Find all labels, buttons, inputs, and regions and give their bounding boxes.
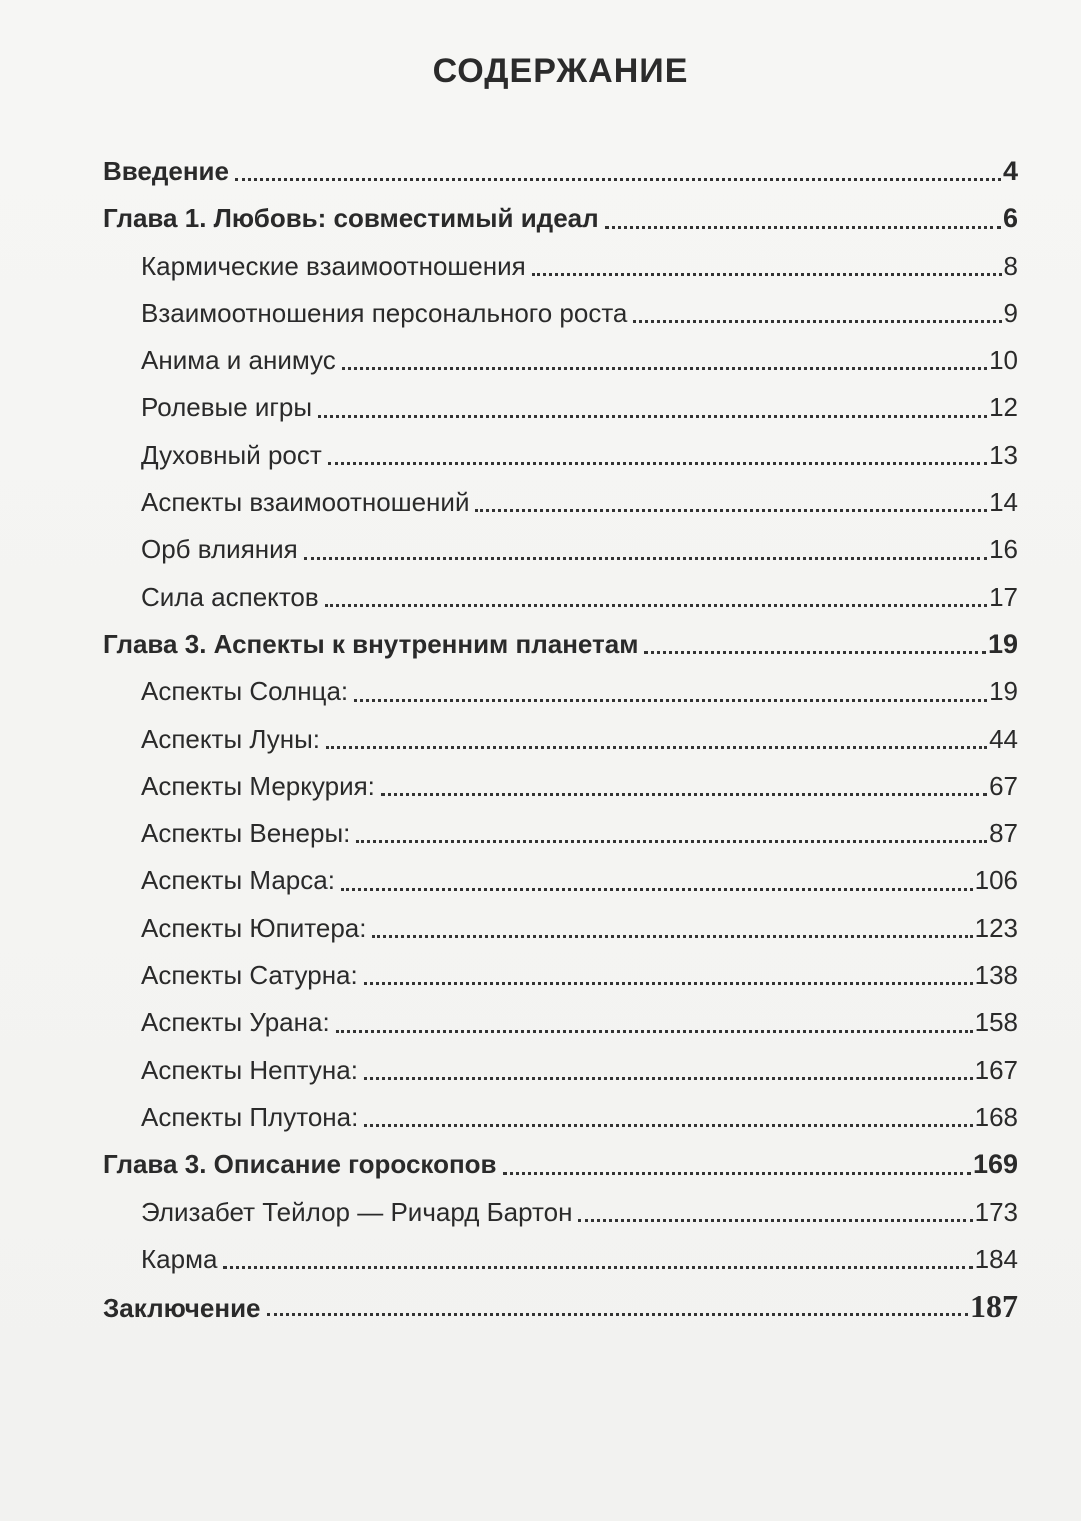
toc-page-number: 19 (989, 676, 1018, 707)
toc-section-entry (103, 763, 1018, 810)
toc-page-number: 187 (970, 1288, 1018, 1325)
toc-page-number: 9 (1003, 297, 1018, 328)
toc-entry-label: Элизабет Тейлор — Ричард Бартон (141, 1196, 573, 1227)
toc-section-entry (103, 952, 1018, 999)
toc-entry-label: Глава 3. Описание гороскопов (103, 1149, 497, 1180)
toc-section-entry (103, 243, 1018, 290)
toc-page-number: 13 (989, 439, 1018, 470)
toc-chapter-entry (103, 148, 1018, 195)
dot-leader (605, 226, 1001, 229)
toc-entry-label: Введение (103, 156, 229, 186)
toc-page-number: 44 (989, 723, 1018, 754)
dot-leader (578, 1219, 972, 1222)
dot-leader (532, 273, 1002, 276)
toc-chapter-entry (103, 1283, 1018, 1330)
toc-page-number: 8 (1003, 250, 1018, 281)
toc-entry-label: Аспекты Нептуна: (141, 1054, 358, 1085)
toc-section-entry (103, 716, 1018, 763)
dot-leader (475, 509, 987, 512)
toc-page-number: 10 (989, 345, 1018, 376)
toc-page-number: 184 (974, 1243, 1018, 1274)
dot-leader (633, 320, 1001, 323)
toc-entry-label: Взаимоотношения персонального роста (141, 297, 628, 328)
toc-chapter-entry (103, 621, 1018, 668)
toc-entry-label: Аспекты Урана: (141, 1007, 330, 1038)
dot-leader (235, 178, 1001, 181)
toc-entry-label: Аспекты взаимоотношений (141, 487, 470, 518)
toc-entry-label: Аспекты Солнца: (141, 676, 349, 707)
toc-entry-label: Аспекты Плутона: (141, 1101, 359, 1132)
dot-leader (372, 935, 972, 938)
toc-entry-label: Аспекты Луны: (141, 723, 320, 754)
dot-leader (336, 1030, 973, 1033)
toc-section-entry (103, 337, 1018, 384)
dot-leader (318, 415, 987, 418)
toc-entry-label: Глава 1. Любовь: совместимый идеал (103, 203, 599, 234)
toc-section-entry (103, 526, 1018, 573)
toc-section-entry (103, 1047, 1018, 1094)
toc-chapter-entry (103, 1141, 1018, 1188)
toc-section-entry (103, 1189, 1018, 1236)
toc-page-number: 167 (974, 1054, 1018, 1085)
toc-section-entry (103, 1236, 1018, 1283)
toc-page-number: 106 (974, 865, 1018, 896)
toc-page-number: 17 (989, 581, 1018, 612)
toc-page-number: 123 (974, 912, 1018, 943)
toc-page-number: 158 (974, 1007, 1018, 1038)
dot-leader (223, 1266, 972, 1269)
dot-leader (304, 557, 987, 560)
dot-leader (328, 462, 987, 465)
dot-leader (342, 367, 987, 370)
toc-page-number: 67 (989, 770, 1018, 801)
dot-leader (364, 1124, 972, 1127)
dot-leader (644, 651, 986, 654)
dot-leader (326, 746, 987, 749)
dot-leader (267, 1313, 968, 1316)
toc-entry-label: Аспекты Юпитера: (141, 912, 367, 943)
dot-leader (356, 840, 987, 843)
toc-entry-label: Аспекты Сатурна: (141, 960, 358, 991)
toc-section-entry (103, 1094, 1018, 1141)
toc-section-entry (103, 810, 1018, 857)
toc-entry-label: Аспекты Марса: (141, 865, 335, 896)
dot-leader (325, 604, 987, 607)
toc-page-number: 12 (989, 392, 1018, 423)
toc-page-number: 173 (974, 1196, 1018, 1227)
toc-entry-label: Ролевые игры (141, 392, 313, 423)
toc-page-number: 6 (1002, 203, 1018, 234)
toc-entry-label: Аспекты Венеры: (141, 818, 351, 849)
toc-section-entry (103, 290, 1018, 337)
dot-leader (364, 1077, 973, 1080)
toc-entry-label: Карма (141, 1243, 218, 1274)
toc-section-entry (103, 857, 1018, 904)
toc-entry-label: Глава 3. Аспекты к внутренним планетам (103, 628, 639, 659)
toc-page-number: 16 (989, 534, 1018, 565)
toc-page-number: 14 (989, 487, 1018, 518)
toc-page-number: 168 (974, 1101, 1018, 1132)
toc-entry-label: Орб влияния (141, 534, 298, 565)
toc-entry-label: Кармические взаимоотношения (141, 250, 526, 281)
toc-chapter-entry (103, 195, 1018, 242)
toc-entry-label: Анима и анимус (141, 345, 336, 376)
page-title: СОДЕРЖАНИЕ (432, 52, 689, 90)
toc-entry-label: Духовный рост (141, 439, 322, 470)
dot-leader (354, 699, 987, 702)
toc-section-entry (103, 905, 1018, 952)
toc-section-entry (103, 384, 1018, 431)
toc-section-entry (103, 432, 1018, 479)
toc-section-entry (103, 574, 1018, 621)
toc-page-number: 19 (987, 628, 1018, 659)
toc-section-entry (103, 668, 1018, 715)
dot-leader (364, 982, 973, 985)
toc-page-number: 87 (989, 818, 1018, 849)
table-of-contents (103, 148, 1018, 1330)
dot-leader (341, 888, 973, 891)
toc-section-entry (103, 479, 1018, 526)
toc-page-number: 138 (974, 960, 1018, 991)
dot-leader (503, 1172, 971, 1175)
toc-entry-label: Сила аспектов (141, 581, 319, 612)
toc-entry-label: Аспекты Меркурия: (141, 770, 375, 801)
dot-leader (381, 793, 987, 796)
toc-page-number: 4 (1002, 156, 1018, 186)
toc-page-number: 169 (972, 1149, 1018, 1180)
toc-section-entry (103, 999, 1018, 1046)
toc-entry-label: Заключение (103, 1293, 261, 1324)
